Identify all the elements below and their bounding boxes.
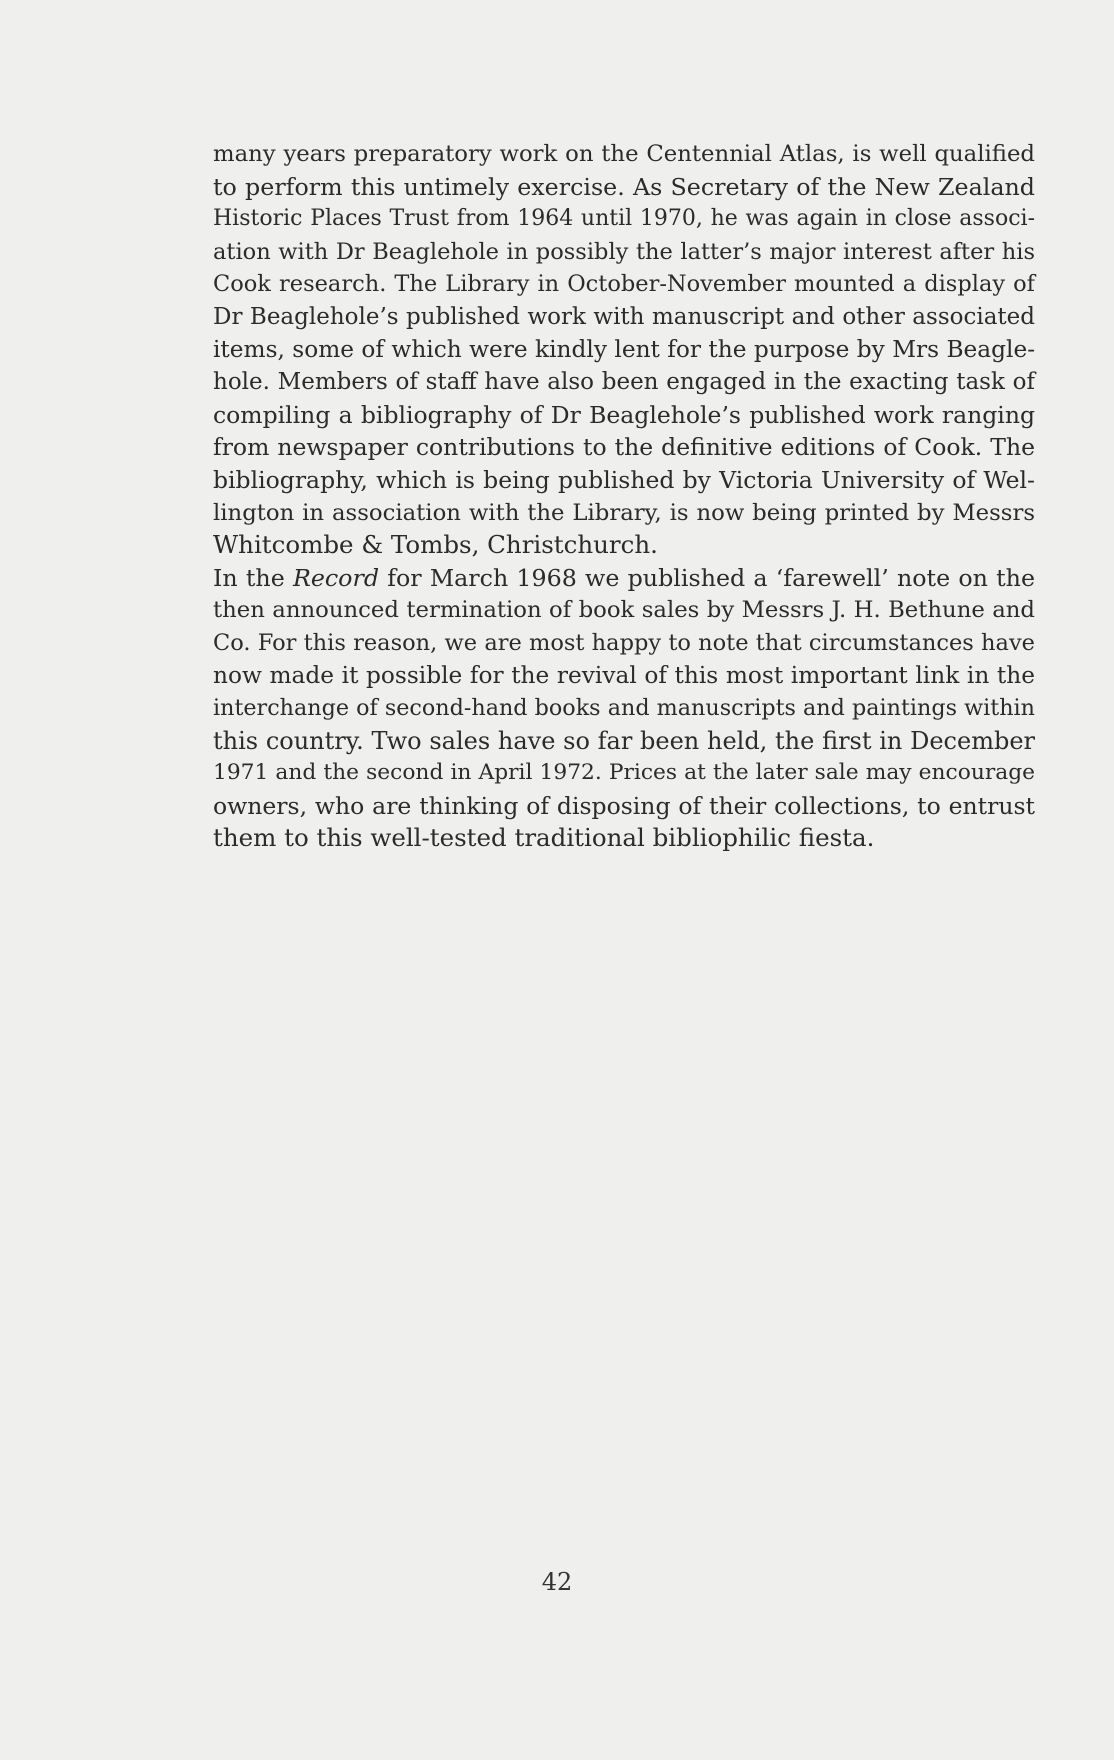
text-line: to perform this untimely exercise. As Secretary of the New Zealand bbox=[213, 172, 1035, 201]
text-line: this country. Two sales have so far been held, the first in December bbox=[213, 726, 1035, 755]
text-line: ation with Dr Beaglehole in possibly the latter’s major interest after his bbox=[213, 238, 1035, 265]
text-line: Cook research. The Library in October-November mounted a display of bbox=[213, 271, 1035, 298]
text-line: Whitcombe & Tombs, Christchurch. bbox=[213, 530, 658, 560]
text-line: many years preparatory work on the Centennial Atlas, is well qualified bbox=[213, 141, 1035, 167]
text-line: Historic Places Trust from 1964 until 1970, he was again in close associ- bbox=[213, 206, 1035, 232]
text-line: Dr Beaglehole’s published work with manuscript and other associated bbox=[213, 303, 1035, 330]
text-line: Co. For this reason, we are most happy to note that circumstances have bbox=[213, 629, 1035, 656]
body-text bbox=[213, 138, 1035, 855]
text-line: bibliography, which is being published by Victoria University of Wel- bbox=[213, 465, 1035, 494]
text-line: compiling a bibliography of Dr Beaglehole’s published work ranging bbox=[213, 400, 1035, 429]
text-line: hole. Members of staff have also been engaged in the exacting task of bbox=[213, 369, 1035, 396]
text-line: then announced termination of book sales by Messrs J. H. Bethune and bbox=[213, 597, 1035, 624]
publication-title: Record bbox=[292, 563, 380, 592]
text-line: owners, who are thinking of disposing of their collections, to entrust bbox=[213, 791, 1035, 820]
text-fragment: for March 1968 we published a ‘farewell’ note on the bbox=[379, 563, 1035, 592]
text-line: 1971 and the second in April 1972. Prices at the later sale may encourage bbox=[213, 760, 1035, 786]
text-line: from newspaper contributions to the definitive editions of Cook. The bbox=[213, 433, 1035, 462]
text-line: now made it possible for the revival of this most important link in the bbox=[213, 661, 1035, 689]
paragraph-1 bbox=[213, 138, 1035, 562]
text-line: interchange of second-hand books and manuscripts and paintings within bbox=[213, 695, 1035, 722]
text-line: items, some of which were kindly lent for the purpose by Mrs Beagle- bbox=[213, 335, 1036, 363]
paragraph-2 bbox=[213, 562, 1035, 855]
text-line-first bbox=[213, 562, 1035, 595]
text-fragment: In the bbox=[213, 563, 293, 592]
text-line: lington in association with the Library, is now being printed by Messrs bbox=[213, 499, 1035, 526]
text-line: them to this well-tested traditional bibliophilic fiesta. bbox=[213, 823, 875, 853]
page-number: 42 bbox=[541, 1568, 573, 1596]
